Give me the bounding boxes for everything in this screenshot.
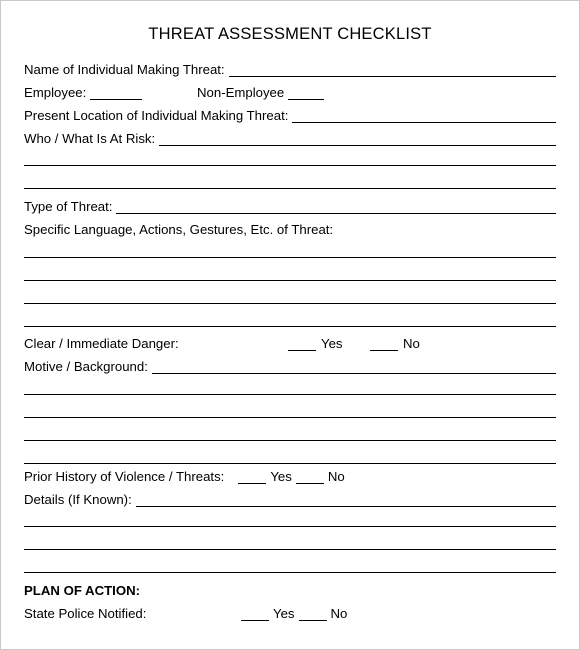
details-line-2[interactable]: [24, 526, 556, 527]
page-title: THREAT ASSESSMENT CHECKLIST: [148, 25, 432, 43]
motive-line-4[interactable]: [24, 440, 556, 441]
location-label: Present Location of Individual Making Threat:: [24, 108, 289, 123]
danger-no-field[interactable]: [370, 338, 398, 351]
language-line-4[interactable]: [24, 326, 556, 327]
details-line-3[interactable]: [24, 549, 556, 550]
police-yes-field[interactable]: [241, 608, 269, 621]
employee-row: [24, 82, 142, 100]
danger-label: Clear / Immediate Danger:: [24, 336, 179, 351]
history-row: [24, 466, 345, 484]
police-label-row: [24, 603, 146, 621]
details-field-row: [24, 489, 556, 507]
employee-label: Employee:: [24, 85, 87, 100]
at-risk-field-row: [24, 128, 556, 146]
history-label: Prior History of Violence / Threats:: [24, 469, 225, 484]
police-label: State Police Notified:: [24, 606, 147, 621]
non-employee-field[interactable]: [288, 87, 324, 100]
location-field-row: [24, 105, 556, 123]
at-risk-field[interactable]: [159, 133, 556, 146]
danger-yes-label: Yes: [321, 336, 343, 351]
name-label: Name of Individual Making Threat:: [24, 62, 225, 77]
type-label: Type of Threat:: [24, 199, 113, 214]
language-line-2[interactable]: [24, 280, 556, 281]
danger-no-label: No: [403, 336, 420, 351]
police-no-label: No: [330, 606, 348, 621]
at-risk-line-3[interactable]: [24, 188, 556, 189]
police-yes-label: Yes: [273, 606, 295, 621]
motive-label: Motive / Background:: [24, 359, 148, 374]
name-field-row: [24, 59, 556, 77]
at-risk-label: Who / What Is At Risk:: [24, 131, 156, 146]
non-employee-label: Non-Employee: [197, 85, 285, 100]
history-no-field[interactable]: [296, 471, 324, 484]
history-no-label: No: [327, 469, 345, 484]
employee-field[interactable]: [90, 87, 142, 100]
at-risk-line-2[interactable]: [24, 165, 556, 166]
danger-yes-option: [288, 333, 343, 351]
details-line-4[interactable]: [24, 572, 556, 573]
motive-line-3[interactable]: [24, 417, 556, 418]
police-no-field[interactable]: [299, 608, 327, 621]
name-field[interactable]: [229, 64, 556, 77]
motive-field-row: [24, 356, 556, 374]
plan-heading: PLAN OF ACTION:: [24, 583, 140, 598]
language-line-3[interactable]: [24, 303, 556, 304]
danger-label-row: [24, 333, 179, 351]
location-field[interactable]: [292, 110, 556, 123]
language-label: Specific Language, Actions, Gestures, Etc. of Threat:: [24, 222, 334, 237]
police-options: [241, 603, 347, 621]
type-field[interactable]: [116, 201, 556, 214]
history-yes-field[interactable]: [238, 471, 266, 484]
type-field-row: [24, 196, 556, 214]
danger-yes-field[interactable]: [288, 338, 316, 351]
details-field[interactable]: [136, 494, 556, 507]
non-employee-row: [197, 82, 324, 100]
language-line-1[interactable]: [24, 257, 556, 258]
history-yes-label: Yes: [270, 469, 292, 484]
motive-line-5[interactable]: [24, 463, 556, 464]
details-label: Details (If Known):: [24, 492, 132, 507]
language-row: [24, 219, 556, 237]
motive-line-2[interactable]: [24, 394, 556, 395]
danger-no-option: [370, 333, 420, 351]
motive-field[interactable]: [152, 361, 556, 374]
